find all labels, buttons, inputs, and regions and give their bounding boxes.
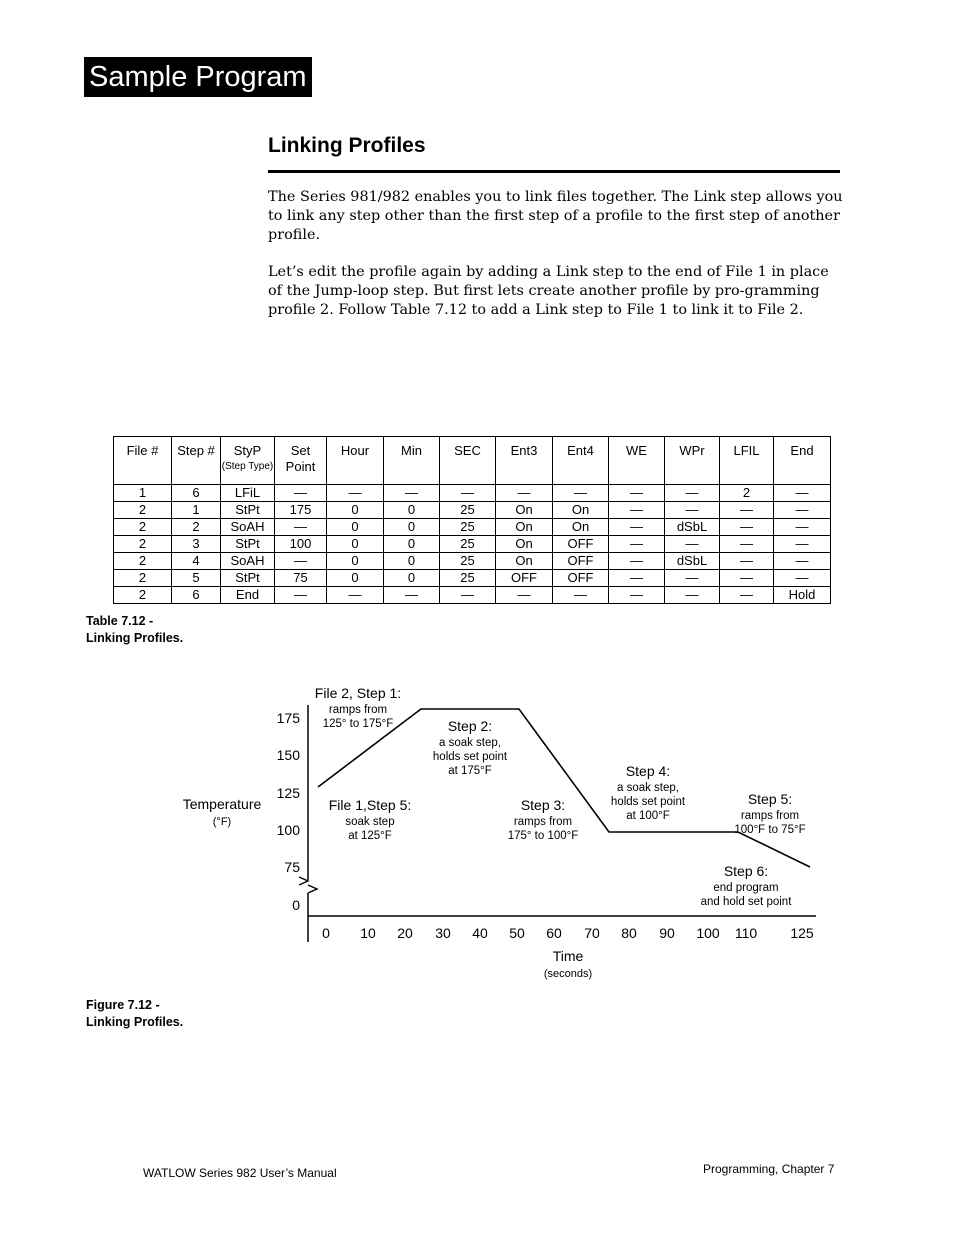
table-cell: 0 [384,502,440,519]
table-caption-title: Linking Profiles. [86,631,184,645]
table-cell: 25 [440,519,496,536]
table-cell: — [720,570,774,587]
table-cell: 0 [384,553,440,570]
table-cell: StPt [221,570,275,587]
table-cell: dSbL [665,519,720,536]
table-cell: 25 [440,502,496,519]
table-cell: StPt [221,502,275,519]
table-cell: SoAH [221,553,275,570]
x-tick-label: 40 [472,925,488,941]
annotation-title: File 1,Step 5: [328,797,412,813]
table-cell: — [327,485,384,502]
table-cell: 100 [275,536,327,553]
annotation-title: Step 3: [520,797,566,813]
annotation-text: ramps from [513,816,573,828]
table-cell: — [496,587,553,604]
y-tick-label: 0 [292,897,300,913]
x-axis-label: Time [552,948,584,964]
table-cell: On [553,502,609,519]
table-cell: 175 [275,502,327,519]
section-heading: Linking Profiles [268,134,426,157]
table-cell: — [774,502,831,519]
table-cell: — [496,485,553,502]
table-cell: — [720,553,774,570]
temperature-profile-line [318,709,810,867]
table-cell: — [609,502,665,519]
table-cell: — [384,587,440,604]
annotation-text: at 175°F [448,765,492,777]
table-cell: 0 [384,519,440,536]
chart-series [318,709,810,867]
table-cell: — [720,536,774,553]
table-cell: — [774,553,831,570]
table-caption-number: Table 7.12 - [86,614,154,628]
table-cell: 25 [440,553,496,570]
table-header-label: StyP [233,443,262,458]
table-cell: 0 [327,536,384,553]
table-cell: — [553,485,609,502]
table-cell: On [496,502,553,519]
table-cell: 1 [172,502,221,519]
x-tick-label: 100 [696,925,720,941]
table-header-label: WE [626,443,647,458]
table-header-label: Step # [177,443,215,458]
y-tick-label: 75 [284,859,300,875]
footer-manual-title: WATLOW Series 982 User’s Manual [143,1166,337,1180]
table-cell: — [665,570,720,587]
page-banner: Sample Program [84,57,312,97]
table-cell: — [609,536,665,553]
table-cell: — [384,485,440,502]
x-tick-label: 20 [397,925,413,941]
table-cell: 5 [172,570,221,587]
table-cell: — [774,536,831,553]
annotation-text: ramps from [328,704,388,716]
y-axis-unit: (°F) [212,816,232,828]
table-cell: 6 [172,587,221,604]
table-cell: — [665,502,720,519]
table-cell: — [275,587,327,604]
table-cell: — [440,485,496,502]
table-header-sublabel: Point [285,459,316,474]
table-cell: 0 [327,502,384,519]
table-cell: — [275,485,327,502]
annotation-text: 125° to 175°F [322,718,394,730]
x-tick-label: 0 [322,925,330,941]
table-header-label: SEC [454,443,481,458]
instruction-paragraph: Let’s edit the profile again by adding a Link step to the end of File 1 in place of the Jump-loop step. But first lets create another profile by pro-gramming profile 2. Follow Table 7.12 to add a Link step to File 1 to link it to File 2. [268,264,829,318]
axis-break-mark [299,877,308,885]
x-tick-label: 90 [659,925,675,941]
figure-caption-title: Linking Profiles. [86,1015,184,1029]
table-cell: — [665,587,720,604]
table-header-label: Ent4 [567,443,594,458]
table-cell: 6 [172,485,221,502]
table-cell: 0 [384,570,440,587]
table-cell: — [720,502,774,519]
table-cell: 25 [440,570,496,587]
table-cell: On [496,553,553,570]
annotation-text: a soak step, [438,737,502,749]
annotation-title: Step 2: [447,718,493,734]
table-cell: End [221,587,275,604]
table-cell: — [609,587,665,604]
y-axis-label: Temperature [182,796,262,812]
table-cell: 2 [114,553,172,570]
table-cell: OFF [496,570,553,587]
x-tick-label: 10 [360,925,376,941]
table-cell: On [553,519,609,536]
table-header-label: End [790,443,814,458]
annotation-title: Step 5: [747,791,793,807]
table-cell: OFF [553,570,609,587]
table-cell: — [665,485,720,502]
annotation-text: holds set point [610,796,686,808]
annotation-title: Step 6: [723,863,769,879]
table-cell: On [496,519,553,536]
table-cell: 2 [114,570,172,587]
table-cell: 0 [327,553,384,570]
table-cell: 0 [327,570,384,587]
x-tick-label: 30 [435,925,451,941]
table-cell: StPt [221,536,275,553]
axis-break-mark [308,885,317,893]
table-cell: 2 [114,519,172,536]
table-header-label: Hour [340,443,370,458]
table-cell: SoAH [221,519,275,536]
table-header-label: Set [290,443,311,458]
x-tick-label: 125 [790,925,814,941]
x-tick-label: 80 [621,925,637,941]
annotation-title: Step 4: [625,763,671,779]
table-cell: 0 [327,519,384,536]
table-header-label: Min [401,443,422,458]
table-cell: 2 [172,519,221,536]
table-header-label: LFIL [733,443,760,458]
table-cell: 2 [114,502,172,519]
table-cell: — [720,587,774,604]
table-cell: — [275,519,327,536]
table-cell: Hold [774,587,831,604]
intro-paragraph: The Series 981/982 enables you to link files together. The Link step allows you to link any step other than the first step of a profile to the first step of another profile. [268,189,843,243]
table-cell: On [496,536,553,553]
table-header-label: WPr [679,443,705,458]
annotation-title: File 2, Step 1: [314,685,402,701]
table-header-label: File # [126,443,159,458]
table-cell: — [553,587,609,604]
table-cell: 2 [114,536,172,553]
annotation-text: ramps from [740,810,800,822]
table-cell: 4 [172,553,221,570]
x-tick-label: 60 [546,925,562,941]
annotation-text: 100°F to 75°F [734,824,806,836]
x-axis-unit: (seconds) [543,968,593,980]
table-cell: 3 [172,536,221,553]
figure-caption [86,997,183,1031]
table-cell: — [275,553,327,570]
table-cell: 25 [440,536,496,553]
x-tick-label: 50 [509,925,525,941]
table-cell: — [609,570,665,587]
annotation-text: holds set point [432,751,508,763]
table-cell: — [609,553,665,570]
table-cell: 0 [384,536,440,553]
table-cell: — [609,485,665,502]
table-cell: 2 [720,485,774,502]
table-cell: OFF [553,536,609,553]
chart-annotations [315,685,806,908]
y-tick-label: 150 [276,747,300,763]
table-cell: 1 [114,485,172,502]
table-cell: — [720,519,774,536]
table-cell: — [440,587,496,604]
table-cell: dSbL [665,553,720,570]
y-tick-label: 100 [276,822,300,838]
table-cell: 75 [275,570,327,587]
footer-chapter: Programming, Chapter 7 [703,1162,835,1176]
table-cell: — [774,485,831,502]
annotation-text: 175° to 100°F [507,830,579,842]
y-tick-label: 175 [276,710,300,726]
annotation-text: soak step [345,816,395,828]
table-cell: 2 [114,587,172,604]
figure-caption-number: Figure 7.12 - [86,998,160,1012]
annotation-text: at 100°F [626,810,670,822]
table-cell: — [327,587,384,604]
table-header-label: Ent3 [510,443,538,458]
table-cell: OFF [553,553,609,570]
y-tick-label: 125 [276,785,300,801]
annotation-text: a soak step, [616,782,680,794]
table-cell: — [665,536,720,553]
annotation-text: at 125°F [348,830,392,842]
annotation-text: end program [713,882,779,894]
table-cell: — [774,570,831,587]
x-tick-label: 110 [734,925,758,941]
table-header-sublabel: (Step Type) [221,461,274,472]
table-cell: LFiL [221,485,275,502]
x-tick-label: 70 [584,925,600,941]
annotation-text: and hold set point [700,896,792,908]
table-cell: — [774,519,831,536]
table-cell: — [609,519,665,536]
